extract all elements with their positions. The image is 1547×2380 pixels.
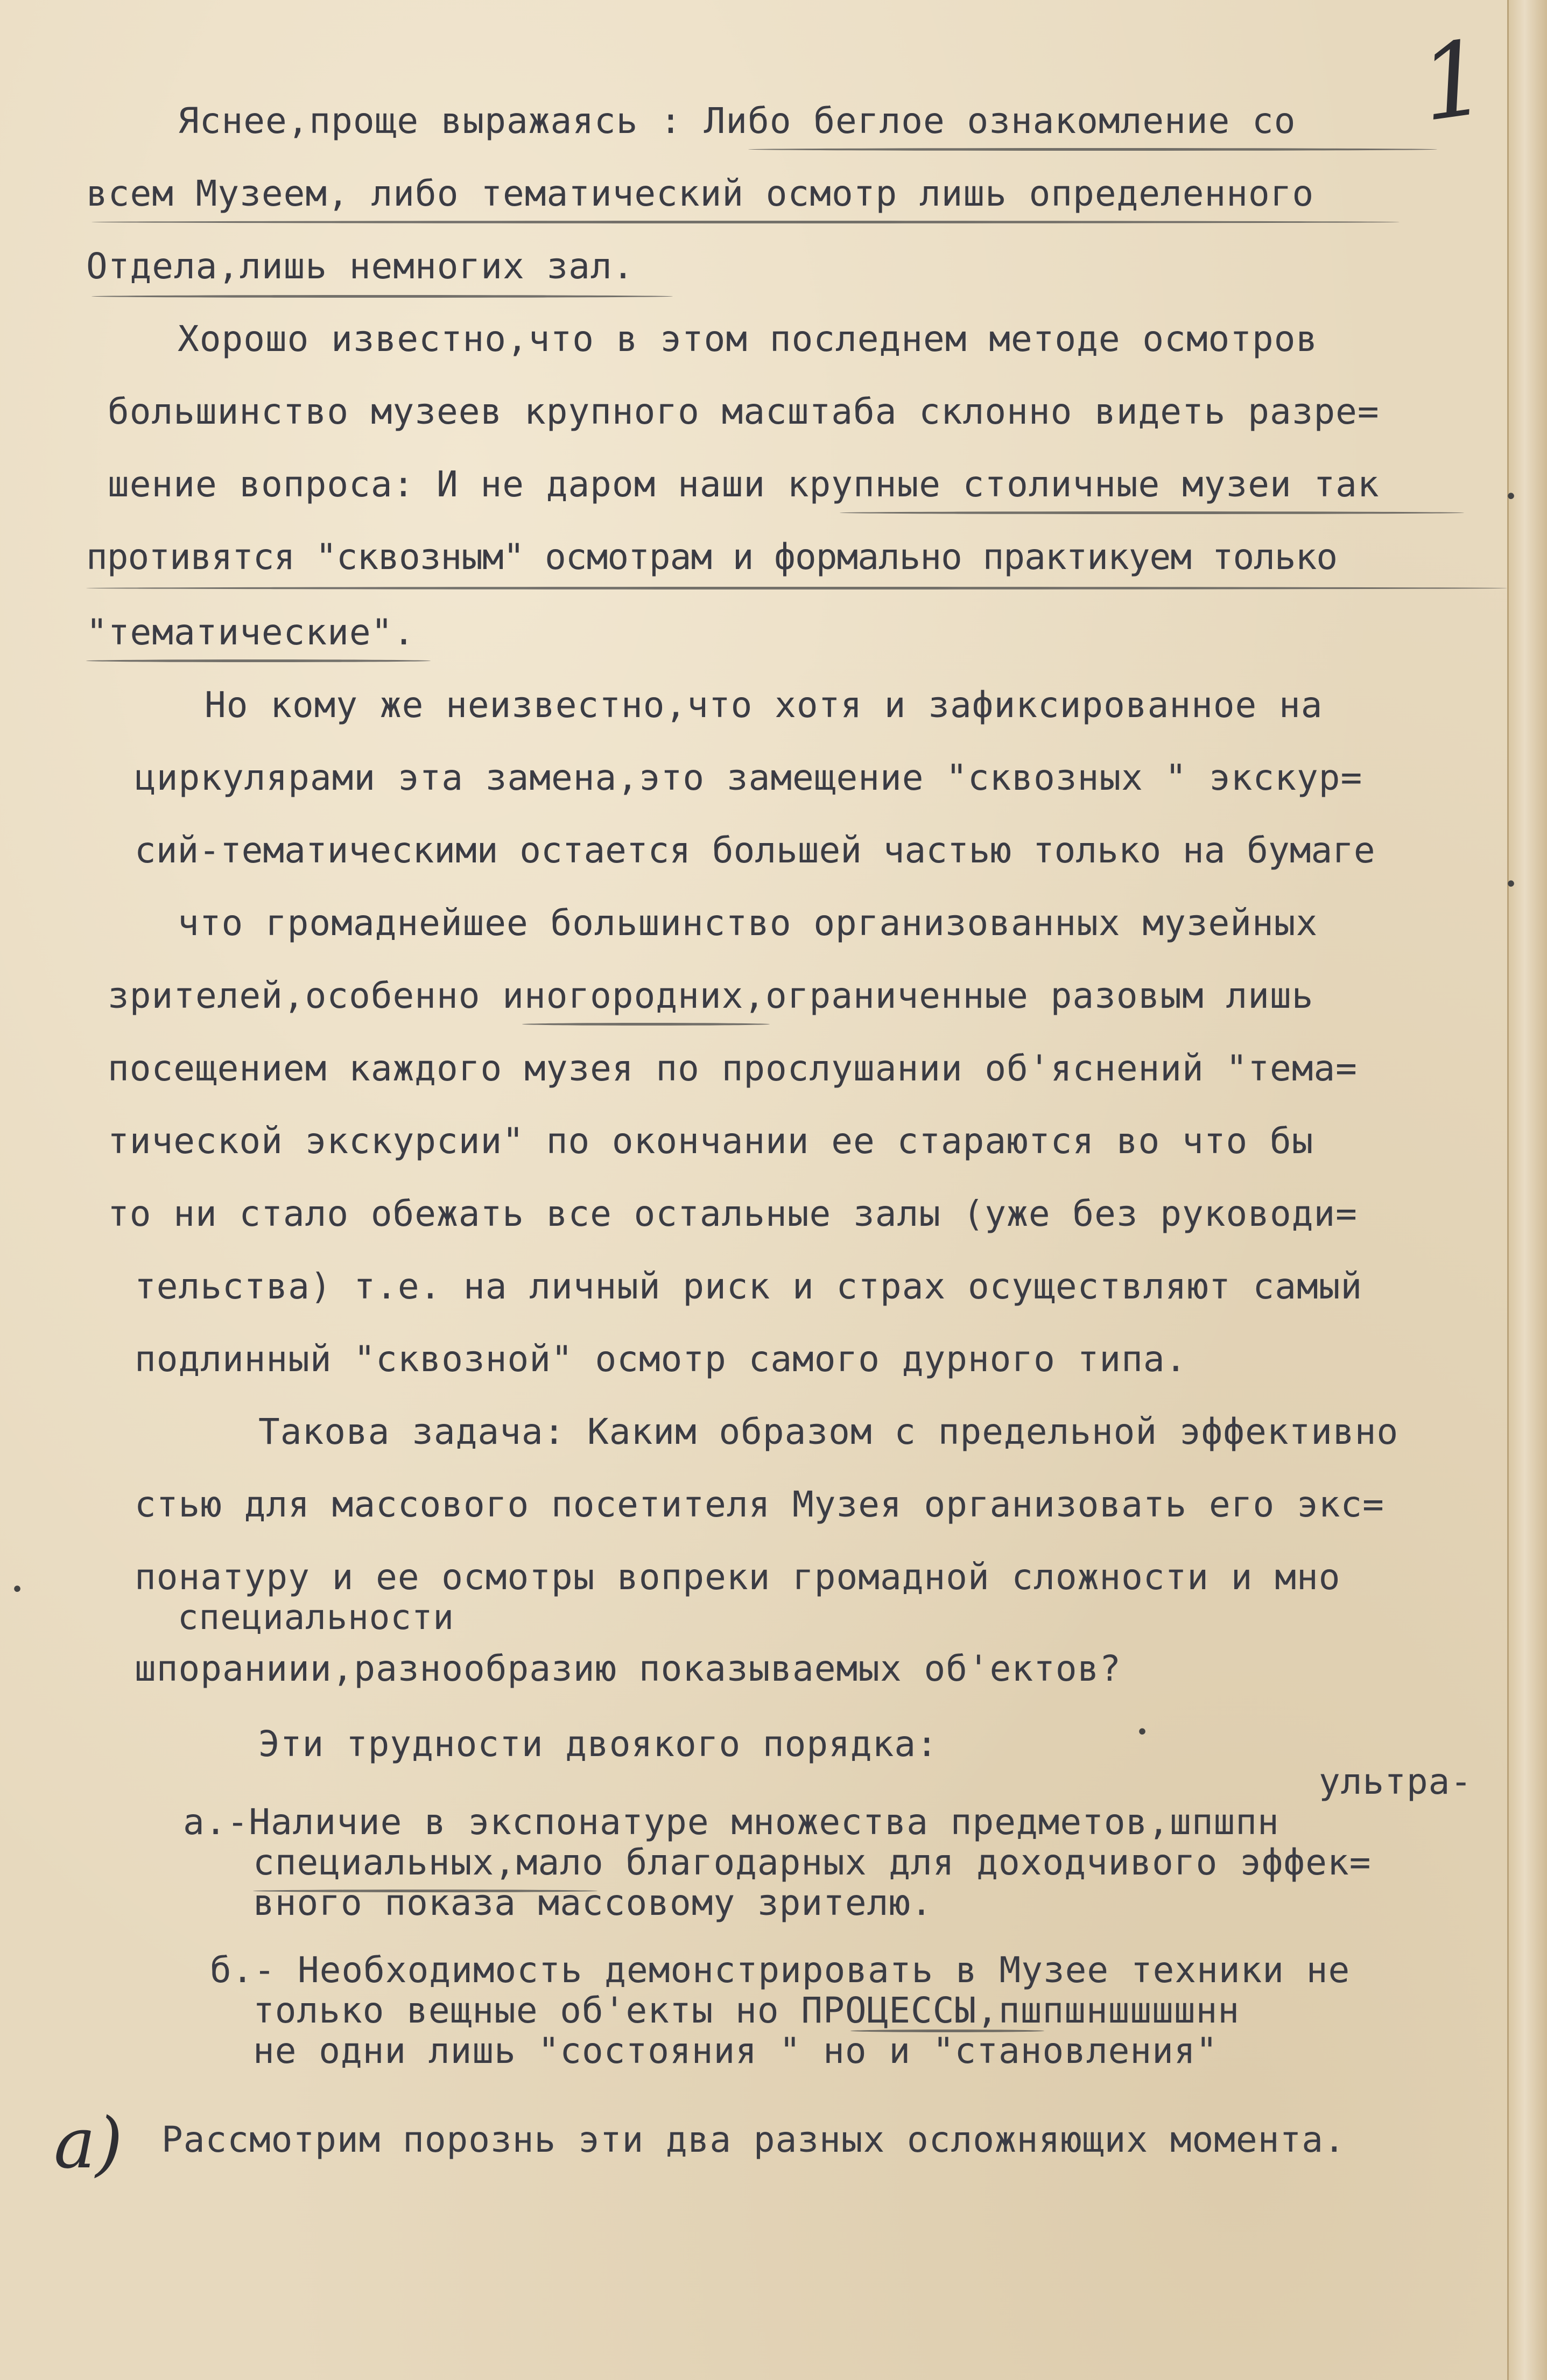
text-line: "тематические". [86,612,416,653]
text-line: противятся "сквозным" осмотрам и формально практикуем только [86,536,1338,578]
margin-dot: • [1504,872,1518,897]
pencil-underline [86,659,431,662]
text-line: Яснее,проще выражаясь : Либо беглое ознакомление со [178,100,1296,142]
text-line: Отдела,лишь немногих зал. [86,245,635,287]
margin-dot: • [1136,1720,1149,1745]
pencil-underline [92,295,673,298]
pencil-underline [92,221,1400,223]
text-line: что громаднейшее большинство организованных музейных [178,902,1318,944]
text-line: подлинный "сквозной" осмотр самого дурного типа. [135,1338,1187,1380]
text-line: шение вопроса: И не даром наши крупные столичные музеи так [108,464,1380,505]
text-line: понатуру и ее осмотры вопреки громадной сложности и мно [135,1556,1341,1598]
text-line: специальности [178,1598,454,1638]
text-line: тельства) т.е. на личный риск и страх осуществляют самый [135,1266,1363,1307]
text-line: всем Музеем, либо тематический осмотр лишь определенного [86,173,1314,214]
text-line: зрителей,особенно иногородних,ограниченные разовым лишь [108,975,1314,1016]
text-line: сий-тематическими остается большей частью только на бумаге [135,830,1375,871]
pencil-underline [850,2030,1044,2032]
page-edge [1507,0,1547,2380]
text-line: посещением каждого музея по прослушании об'яснений "тема= [108,1048,1358,1089]
pencil-underline [86,587,1507,589]
text-line: ультра- [1319,1761,1473,1802]
text-line: то ни стало обежать все остальные залы (уже без руководи= [108,1193,1358,1234]
text-line: не одни лишь "состояния " но и "становления" [253,2030,1218,2072]
text-line: специальных,мало благодарных для доходчивого эффек= [253,1842,1372,1883]
text-line: Но кому же неизвестно,что хотя и зафиксированное на [205,684,1323,726]
text-line: тической экскурсии" по окончании ее стараются во что бы [108,1120,1314,1162]
page-number: 1 [1413,17,1494,145]
text-line: большинство музеев крупного масштаба склонно видеть разре= [108,391,1380,432]
text-line: циркулярами эта замена,это замещение "сквозных " экскур= [135,757,1363,798]
text-line: только вещные об'екты но ПРОЦЕССЫ,пшпшншшшшнн [253,1990,1240,2031]
margin-dot: • [1504,485,1518,509]
margin-mark: a) [54,2102,123,2184]
text-line: стью для массового посетителя Музея организовать его экс= [135,1484,1384,1525]
text-line: шпораниии,разнообразию показываемых об'ектов? [135,1648,1122,1689]
pencil-underline [253,1890,597,1892]
text-line: вного показа массовому зрителю. [253,1882,933,1923]
text-line: а.-Наличие в экспонатуре множества предметов,шпшпн [183,1801,1279,1843]
pencil-underline [522,1023,770,1026]
margin-dot: • [11,1577,24,1602]
pencil-underline [840,511,1464,514]
text-line: Такова задача: Каким образом с предельной эффективно [258,1411,1399,1452]
text-line: Рассмотрим порознь эти два разных осложняющих момента. [161,2119,1346,2160]
text-line: Хорошо известно,что в этом последнем методе осмотров [178,318,1318,360]
text-line: Эти трудности двоякого порядка: [258,1723,938,1765]
pencil-underline [748,148,1437,151]
text-line: б.- Необходимость демонстрировать в Музее техники не [210,1949,1351,1991]
